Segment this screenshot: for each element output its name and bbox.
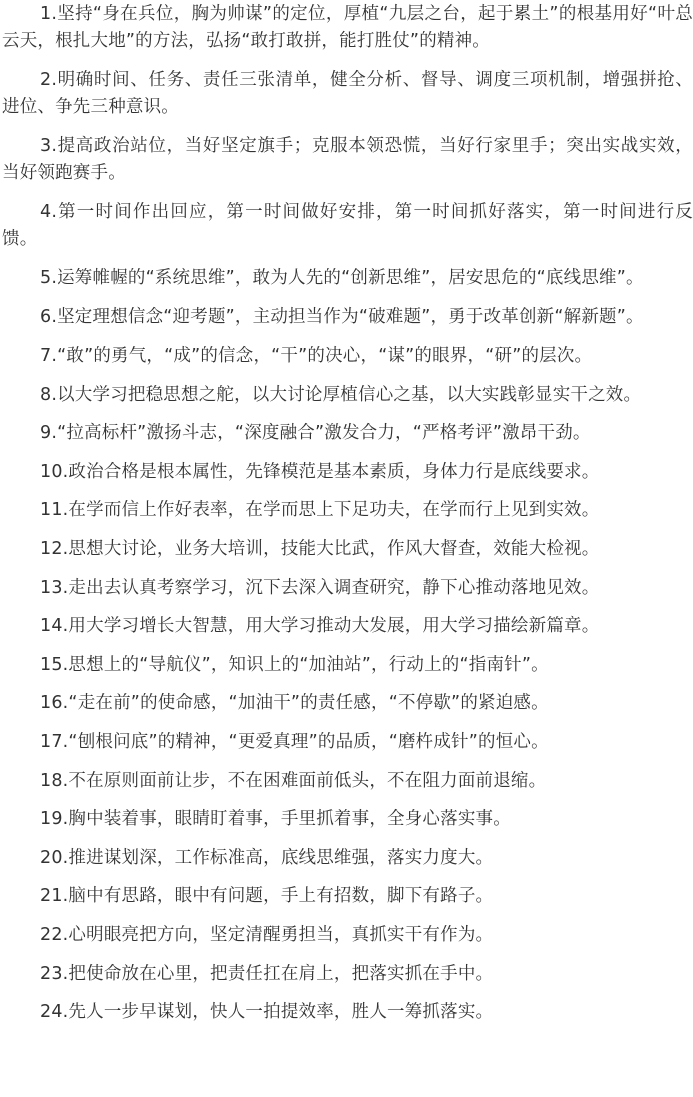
- list-item-11: 11.在学而信上作好表率，在学而思上下足功夫，在学而行上见到实效。: [40, 500, 600, 521]
- list-item-12: 12.思想大讨论，业务大培训，技能大比武，作风大督查，效能大检视。: [40, 538, 600, 559]
- list-item-22: 22.心明眼亮把方向，坚定清醒勇担当，真抓实干有作为。: [40, 924, 494, 945]
- list-item-15: 15.思想上的“导航仪”，知识上的“加油站”，行动上的“指南针”。: [40, 654, 549, 675]
- list-item-3: 3.提高政治站位，当好坚定旗手；克服本领恐慌，当好行家里手；突出实战实效，当好领跑赛手。: [2, 136, 693, 183]
- list-item-13: 13.走出去认真考察学习，沉下去深入调查研究，静下心推动落地见效。: [40, 577, 600, 598]
- list-item-6: 6.坚定理想信念“迎考题”，主动担当作为“破难题”，勇于改革创新“解新题”。: [40, 307, 644, 327]
- list-item-10: 10.政治合格是根本属性，先锋模范是基本素质，身体力行是底线要求。: [40, 461, 600, 482]
- list-item-8: 8.以大学习把稳思想之舵，以大讨论厚植信心之基，以大实践彰显实干之效。: [40, 384, 642, 405]
- list-item-23: 23.把使命放在心里，把责任扛在肩上，把落实抓在手中。: [40, 963, 494, 984]
- list-item-19: 19.胸中装着事，眼睛盯着事，手里抓着事，全身心落实事。: [40, 809, 511, 830]
- list-item-14: 14.用大学习增长大智慧，用大学习推动大发展，用大学习描绘新篇章。: [40, 616, 600, 637]
- list-item-1: 1.坚持“身在兵位，胸为帅谋”的定位，厚植“九层之台，起于累土”的根基用好“叶总云天，根扎大地”的方法，弘扬“敢打敢拼，能打胜仗”的精神。: [2, 4, 693, 51]
- list-item-7: 7.“敢”的勇气，“成”的信念，“干”的决心，“谋”的眼界，“研”的层次。: [40, 346, 593, 366]
- list-item-16: 16.“走在前”的使命感，“加油干”的责任感，“不停歇”的紧迫感。: [40, 693, 549, 714]
- list-item-2: 2.明确时间、任务、责任三张清单，健全分析、督导、调度三项机制，增强拼抢、进位、争先三种意识。: [2, 70, 693, 117]
- list-item-4: 4.第一时间作出回应，第一时间做好安排，第一时间抓好落实，第一时间进行反馈。: [2, 202, 693, 249]
- list-item-17: 17.“刨根问底”的精神，“更爱真理”的品质，“磨杵成针”的恒心。: [40, 731, 549, 752]
- list-item-18: 18.不在原则面前让步，不在困难面前低头，不在阻力面前退缩。: [40, 770, 547, 791]
- list-item-21: 21.脑中有思路，眼中有问题，手上有招数，脚下有路子。: [40, 886, 494, 907]
- list-item-9: 9.“拉高标杆”激扬斗志，“深度融合”激发合力，“严格考评”激昂干劲。: [40, 423, 591, 444]
- list-item-5: 5.运筹帷幄的“系统思维”，敢为人先的“创新思维”，居安思危的“底线思维”。: [40, 268, 644, 288]
- list-item-20: 20.推进谋划深，工作标准高，底线思维强，落实力度大。: [40, 847, 494, 868]
- list-item-24: 24.先人一步早谋划，快人一拍提效率，胜人一筹抓落实。: [40, 1002, 494, 1023]
